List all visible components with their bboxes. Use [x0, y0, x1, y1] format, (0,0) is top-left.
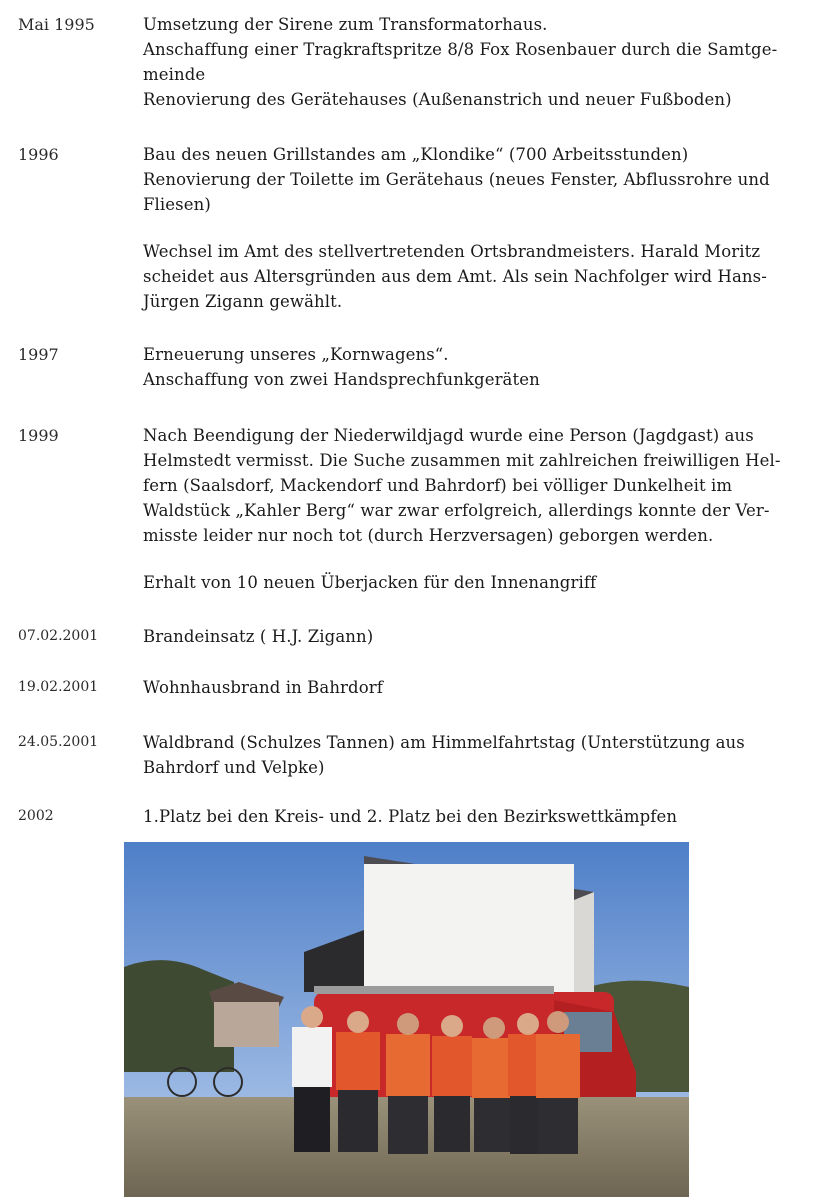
entry-date: Mai 1995: [18, 15, 95, 34]
entry-date: 24.05.2001: [18, 734, 99, 750]
entry-text: [143, 624, 798, 649]
entry-line: Wechsel im Amt des stellvertretenden Ortsbrandmeisters. Harald Moritz: [143, 242, 761, 261]
entry-line: Wohnhausbrand in Bahrdorf: [143, 678, 383, 697]
entry-line: Bahrdorf und Velpke): [143, 758, 325, 777]
entry-text: [143, 675, 798, 700]
entry-text: [143, 342, 798, 392]
entry-line: misste leider nur noch tot (durch Herzversagen) geborgen werden.: [143, 526, 714, 545]
entry-text: [143, 423, 798, 595]
entry-date: 1999: [18, 426, 59, 445]
fire-brigade-team-photo: [124, 842, 689, 1197]
station-gable: [574, 892, 594, 1004]
truck-ladder: [314, 986, 554, 994]
entry-line: Erhalt von 10 neuen Überjacken für den Innenangriff: [143, 573, 597, 592]
entry-date: 2002: [18, 808, 54, 824]
entry-line: Anschaffung von zwei Handsprechfunkgeräten: [143, 370, 540, 389]
entry-date: 19.02.2001: [18, 679, 99, 695]
entry-line: Erneuerung unseres „Kornwagens“.: [143, 345, 449, 364]
entry-line: Renovierung des Gerätehauses (Außenanstrich und neuer Fußboden): [143, 90, 732, 109]
entry-line: Brandeinsatz ( H.J. Zigann): [143, 627, 374, 646]
entry-line: Umsetzung der Sirene zum Transformatorhaus.: [143, 15, 548, 34]
station-wall: [364, 864, 574, 1004]
entry-line: Helmstedt vermisst. Die Suche zusammen mit zahlreichen freiwilligen Hel-: [143, 451, 781, 470]
entry-text: [143, 804, 798, 829]
entry-date: 1997: [18, 345, 59, 364]
entry-line: scheidet aus Altersgründen aus dem Amt. Als sein Nachfolger wird Hans-: [143, 267, 767, 286]
entry-text: [143, 12, 798, 112]
entry-text: [143, 142, 798, 314]
entry-line: Waldbrand (Schulzes Tannen) am Himmelfahrtstag (Unterstützung aus: [143, 733, 745, 752]
entry-line: Bau des neuen Grillstandes am „Klondike“ (700 Arbeitsstunden): [143, 145, 689, 164]
entry-line: Renovierung der Toilette im Gerätehaus (neues Fenster, Abflussrohre und: [143, 170, 770, 189]
photo-illustration: [124, 842, 689, 1197]
entry-line: Jürgen Zigann gewählt.: [143, 292, 343, 311]
entry-line: fern (Saalsdorf, Mackendorf und Bahrdorf) bei völliger Dunkelheit im: [143, 476, 733, 495]
entry-line: Anschaffung einer Tragkraftspritze 8/8 Fox Rosenbauer durch die Samtge-: [143, 40, 778, 59]
entry-line: Fliesen): [143, 195, 211, 214]
entry-line: 1.Platz bei den Kreis- und 2. Platz bei den Bezirkswettkämpfen: [143, 807, 678, 826]
entry-text: [143, 730, 798, 780]
entry-line: Nach Beendigung der Niederwildjagd wurde eine Person (Jagdgast) aus: [143, 426, 754, 445]
entry-date: 07.02.2001: [18, 628, 99, 644]
entry-line: meinde: [143, 65, 206, 84]
entry-date: 1996: [18, 145, 59, 164]
house: [214, 1002, 279, 1047]
entry-line: Waldstück „Kahler Berg“ war zwar erfolgreich, allerdings konnte der Ver-: [143, 501, 770, 520]
